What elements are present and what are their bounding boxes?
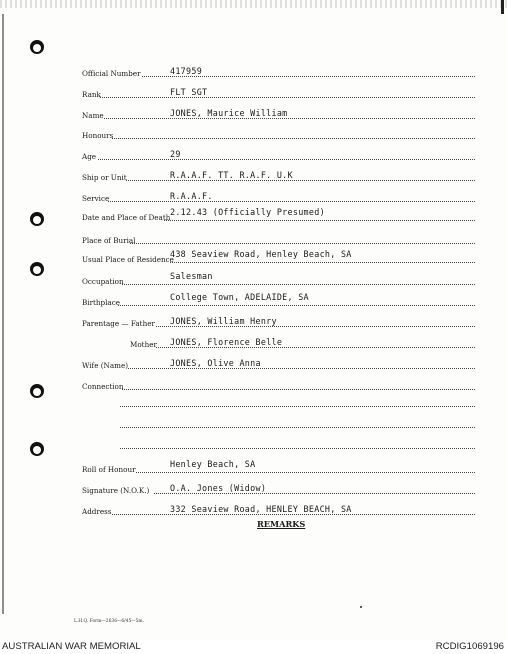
field-label: Roll of Honour: [82, 465, 136, 474]
field-honours: [82, 126, 475, 140]
field-date-place-death: [82, 208, 475, 222]
field-value: R.A.A.F.: [170, 191, 213, 201]
field-mother: [82, 335, 475, 349]
field-label: Ship or Unit: [82, 173, 127, 182]
field-value: 438 Seaview Road, Henley Beach, SA: [170, 249, 352, 259]
scan-top-edge: [0, 0, 507, 8]
field-signature: [82, 481, 475, 495]
field-name: [82, 106, 475, 120]
field-value: JONES, Maurice William: [170, 108, 288, 118]
field-label: Usual Place of Residence: [82, 255, 174, 264]
punch-hole-icon: [30, 442, 44, 456]
blank-line: [120, 427, 475, 428]
punch-hole-icon: [30, 212, 44, 226]
scan-left-edge: [2, 14, 4, 614]
field-occupation: [82, 272, 475, 286]
field-usual-residence: [82, 250, 475, 264]
field-value: Henley Beach, SA: [170, 459, 256, 469]
field-ship-or-unit: [82, 168, 475, 182]
field-birthplace: [82, 293, 475, 307]
punch-hole-icon: [30, 384, 44, 398]
field-label: Rank: [82, 90, 101, 99]
field-label: Service: [82, 194, 110, 203]
field-value: JONES, Florence Belle: [170, 337, 283, 347]
form-reference: L.H.Q. Form—2636—6/45—5m.: [74, 619, 144, 624]
blank-line: [120, 406, 475, 407]
field-roll-of-honour: [82, 460, 475, 474]
field-wife: [82, 356, 475, 370]
field-label: Age: [82, 152, 97, 161]
field-value: 2.12.43 (Officially Presumed): [170, 207, 325, 217]
punch-hole-icon: [30, 262, 44, 276]
field-place-burial: [82, 231, 475, 245]
field-value: 332 Seaview Road, HENLEY BEACH, SA: [170, 504, 352, 514]
field-label: Name: [82, 111, 104, 120]
field-value: 417959: [170, 66, 203, 76]
field-age: [82, 147, 475, 161]
field-father: [82, 314, 475, 328]
field-label: Mother: [130, 340, 157, 349]
archive-footer: [0, 640, 507, 654]
field-value: JONES, William Henry: [170, 316, 277, 326]
field-label: Address: [82, 507, 112, 516]
field-label: Wife (Name): [82, 361, 129, 370]
field-value: Salesman: [170, 271, 213, 281]
field-label: Date and Place of Death: [82, 213, 171, 222]
field-label: Place of Burial: [82, 236, 136, 245]
field-label: Birthplace: [82, 298, 120, 307]
field-value: 29: [170, 149, 181, 159]
footer-institution: AUSTRALIAN WAR MEMORIAL: [2, 641, 141, 652]
field-value: R.A.A.F. TT. R.A.F. U.K: [170, 170, 293, 180]
footer-record-id: RCDIG1069196: [435, 641, 504, 652]
field-address: [82, 502, 475, 516]
field-value: JONES, Olive Anna: [170, 358, 261, 368]
field-value: College Town, ADELAIDE, SA: [170, 292, 309, 302]
field-label: Occupation: [82, 277, 124, 286]
field-connection: [82, 377, 475, 391]
punch-hole-icon: [30, 40, 44, 54]
field-label: Official Number: [82, 69, 141, 78]
remarks-heading: REMARKS: [257, 519, 306, 529]
field-official-number: [82, 64, 475, 78]
scan-speck: [360, 606, 362, 608]
field-label: Signature (N.O.K.): [82, 486, 150, 495]
field-label: Honours: [82, 131, 114, 140]
field-value: FLT SGT: [170, 87, 208, 97]
blank-line: [120, 448, 475, 449]
field-label: Parentage — Father: [82, 319, 155, 328]
field-value: O.A. Jones (Widow): [170, 483, 267, 493]
field-rank: [82, 85, 475, 99]
scan-right-mark: [501, 0, 504, 14]
field-label: Connection: [82, 382, 124, 391]
field-service: [82, 189, 475, 203]
